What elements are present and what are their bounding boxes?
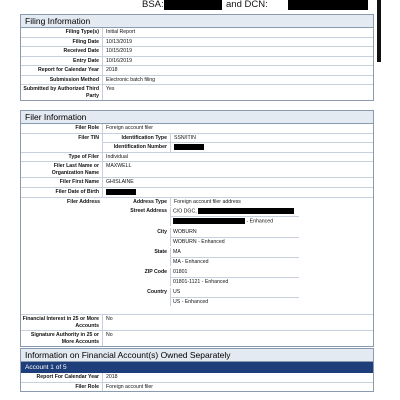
table-row [21, 162, 373, 178]
section-title: Filer Information [21, 111, 373, 124]
field-label: Street Address [103, 207, 171, 226]
bsa-label: BSA: [142, 0, 164, 10]
field-label: Filer Date of Birth [21, 188, 103, 197]
account-header: Account 1 of 5 [21, 362, 373, 373]
accounts-section [20, 348, 374, 392]
field-value: 10/15/2019 [106, 48, 132, 54]
table-row [21, 331, 373, 346]
table-row [21, 315, 373, 331]
field-value: 01801 [171, 268, 299, 278]
field-value: Individual [106, 153, 128, 160]
field-label: Address Type [103, 198, 171, 207]
field-label: Signature Authority in 25 or More Accounts [21, 331, 103, 346]
field-label: Received Date [21, 47, 103, 56]
field-label: City [103, 228, 171, 246]
field-label: Submission Method [21, 76, 103, 85]
field-label: Filer Address [67, 198, 100, 205]
field-label: Entry Date [21, 57, 103, 66]
table-row [21, 383, 373, 392]
field-value: 2018 [106, 374, 118, 380]
table-row [21, 85, 373, 100]
field-label: Filing Type(s) [21, 28, 103, 37]
field-label: Filer Last Name or Organization Name [21, 162, 103, 177]
table-row [21, 373, 373, 383]
field-label: Report For Calendar Year [21, 373, 103, 382]
field-value: 01801-1121 - Enhanced [173, 278, 229, 285]
field-label: Filer Role [21, 383, 103, 392]
field-value: Yes [106, 86, 115, 92]
field-value: Foreign account filer [106, 383, 153, 390]
table-row [21, 153, 373, 163]
redaction-dcn [288, 0, 368, 10]
field-label: Submitted by Authorized Third Party [21, 85, 103, 100]
document-header [0, 0, 400, 14]
redaction-dob [106, 189, 136, 195]
filer-information-section [20, 110, 374, 347]
field-value: Foreign account filer address [174, 198, 241, 205]
field-value: WOBURN - Enhanced [173, 238, 225, 245]
redaction-tin [174, 144, 204, 150]
field-value: No [106, 316, 113, 322]
field-value: MA [171, 248, 299, 258]
field-value: MAXWELL [106, 163, 132, 170]
field-value: MA - Enhanced [173, 258, 209, 265]
field-label: Filer TIN [21, 134, 103, 152]
redaction-street-enhanced [173, 218, 245, 224]
redaction-bsa [164, 0, 222, 10]
field-label: Identification Type [103, 134, 171, 143]
field-value: 2018 [106, 67, 118, 73]
field-label: Filer Role [21, 124, 103, 133]
table-row [21, 66, 373, 76]
field-value: GHISLAINE [106, 179, 134, 186]
field-label: ZIP Code [103, 268, 171, 286]
section-title: Filing Information [21, 15, 373, 28]
field-value: US [171, 288, 299, 298]
dcn-label: and DCN: [226, 0, 268, 10]
field-value: No [106, 332, 113, 338]
field-value: WOBURN [171, 228, 299, 238]
filing-information-section [20, 14, 374, 101]
field-label: State [103, 248, 171, 266]
field-value: US - Enhanced [173, 298, 209, 305]
table-row [21, 76, 373, 86]
redaction-street [198, 208, 294, 214]
field-label: Type of Filer [21, 153, 103, 162]
field-value: SSN/ITIN [174, 134, 196, 141]
table-row [21, 28, 373, 38]
table-row [21, 57, 373, 67]
field-value: Foreign account filer [106, 125, 153, 131]
table-row [21, 178, 373, 188]
field-label: Country [103, 288, 171, 306]
scrollbar[interactable] [377, 0, 381, 62]
table-row [21, 134, 373, 153]
table-row [21, 198, 373, 315]
street-enhanced: - Enhanced [246, 218, 273, 225]
table-row [21, 124, 373, 134]
field-value: 10/13/2019 [106, 38, 132, 45]
field-value: 10/16/2019 [106, 57, 132, 64]
table-row [21, 38, 373, 48]
field-label: Filing Date [21, 38, 103, 47]
table-row [21, 47, 373, 57]
field-value: Initial Report [106, 29, 136, 35]
field-label: Filer First Name [21, 178, 103, 187]
field-label: Identification Number [103, 143, 171, 152]
field-label: Financial Interest in 25 or More Accounts [21, 315, 103, 330]
field-value: Electronic batch filing [106, 76, 156, 83]
street-prefix: C/O DGC, [173, 208, 197, 215]
field-label: Report for Calendar Year [21, 66, 103, 75]
table-row [21, 188, 373, 198]
section-title: Information on Financial Account(s) Owned Separately [21, 349, 373, 362]
